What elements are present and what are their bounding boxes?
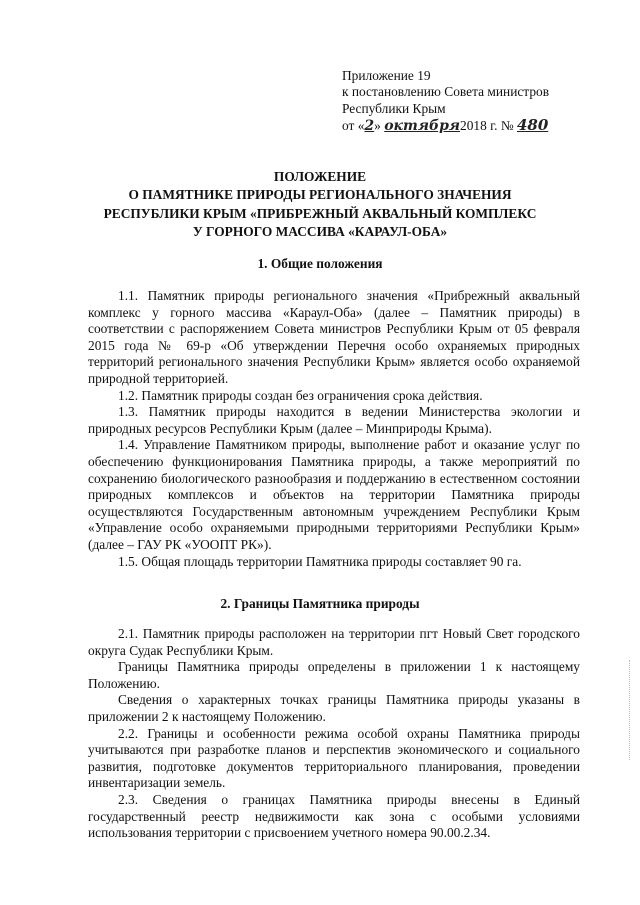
date-prefix: от « xyxy=(342,118,365,134)
title-line-3: РЕСПУБЛИКИ КРЫМ «ПРИБРЕЖНЫЙ АКВАЛЬНЫЙ КОМПЛЕКС xyxy=(103,205,537,221)
title-line-4: У ГОРНОГО МАССИВА «КАРАУЛ-ОБА» xyxy=(192,223,448,239)
paragraph-2-3: 2.3. Сведения о границах Памятника природы внесены в Единый государственный реестр недвижимости как зона с особыми условиями использования территории с присвоением учетного номера 90.00.2.34. xyxy=(88,791,580,841)
paragraph-1-2: 1.2. Памятник природы создан без ограничения срока действия. xyxy=(118,387,483,403)
title-line-1: ПОЛОЖЕНИЕ xyxy=(273,169,367,184)
section-1-body xyxy=(88,288,580,570)
section-2-heading: 2. Границы Памятника природы xyxy=(220,596,420,611)
date-suffix: 2018 г. № xyxy=(460,118,514,134)
annex-block xyxy=(342,68,592,135)
section-2-body xyxy=(88,626,580,842)
paragraph-2-2: 2.2. Границы и особенности режима особой охраны Памятника природы учитываются при разработке планов и перспектив экономического и социального развития, подготовке документов территориального планирования, проведении инвентаризации земель. xyxy=(88,725,580,791)
document-title xyxy=(60,168,580,241)
title-line-2: О ПАМЯТНИКЕ ПРИРОДЫ РЕГИОНАЛЬНОГО ЗНАЧЕНИЯ xyxy=(128,187,512,203)
handwritten-month: октября xyxy=(384,118,461,135)
handwritten-day: 2 xyxy=(364,118,375,135)
annex-date-line xyxy=(342,117,592,134)
annex-line-2: к постановлению Совета министров xyxy=(342,84,550,100)
handwritten-number: 480 xyxy=(516,116,549,135)
margin-mark xyxy=(629,660,634,760)
section-1-heading: 1. Общие положения xyxy=(257,256,383,271)
paragraph-2-1: 2.1. Памятник природы расположен на территории пгт Новый Свет городского округа Судак Республики Крым. xyxy=(88,626,580,658)
date-mid: » xyxy=(374,118,385,134)
paragraph-1-1: 1.1. Памятник природы регионального значения «Прибрежный аквальный комплекс у горного массива «Караул-Оба» (далее – Памятник природы) в соответствии с распоряжением Совета министров Республики Крым от 05 февраля 2015 года № 69-р «Об утверждении Перечня особо охраняемых природных территорий регионального значения Республики Крым» является особо охраняемой природной территорией. xyxy=(88,288,580,386)
paragraph-2-1c: Сведения о характерных точках границы Памятника природы указаны в приложении 2 к настоящему Положению. xyxy=(88,692,580,724)
paragraph-1-5: 1.5. Общая площадь территории Памятника природы составляет 90 га. xyxy=(118,553,522,569)
annex-line-3: Республики Крым xyxy=(342,100,446,116)
paragraph-1-3: 1.3. Памятник природы находится в ведении Министерства экологии и природных ресурсов Республики Крым (далее – Минприроды Крыма). xyxy=(88,404,580,436)
paragraph-1-4: 1.4. Управление Памятником природы, выполнение работ и оказание услуг по обеспечению функционирования Памятника природы, а также мероприятий по сохранению биологического разнообразия и поддержанию в естественном состоянии природных комплексов и объектов на территории Памятника природы осуществляются Государственным автономным учреждением Республики Крым «Управление особо охраняемыми природными территориями Республики Крым» (далее – ГАУ РК «УООПТ РК»). xyxy=(88,437,580,552)
paragraph-2-1b: Границы Памятника природы определены в приложении 1 к настоящему Положению. xyxy=(88,659,580,691)
annex-line-1: Приложение 19 xyxy=(342,68,431,83)
